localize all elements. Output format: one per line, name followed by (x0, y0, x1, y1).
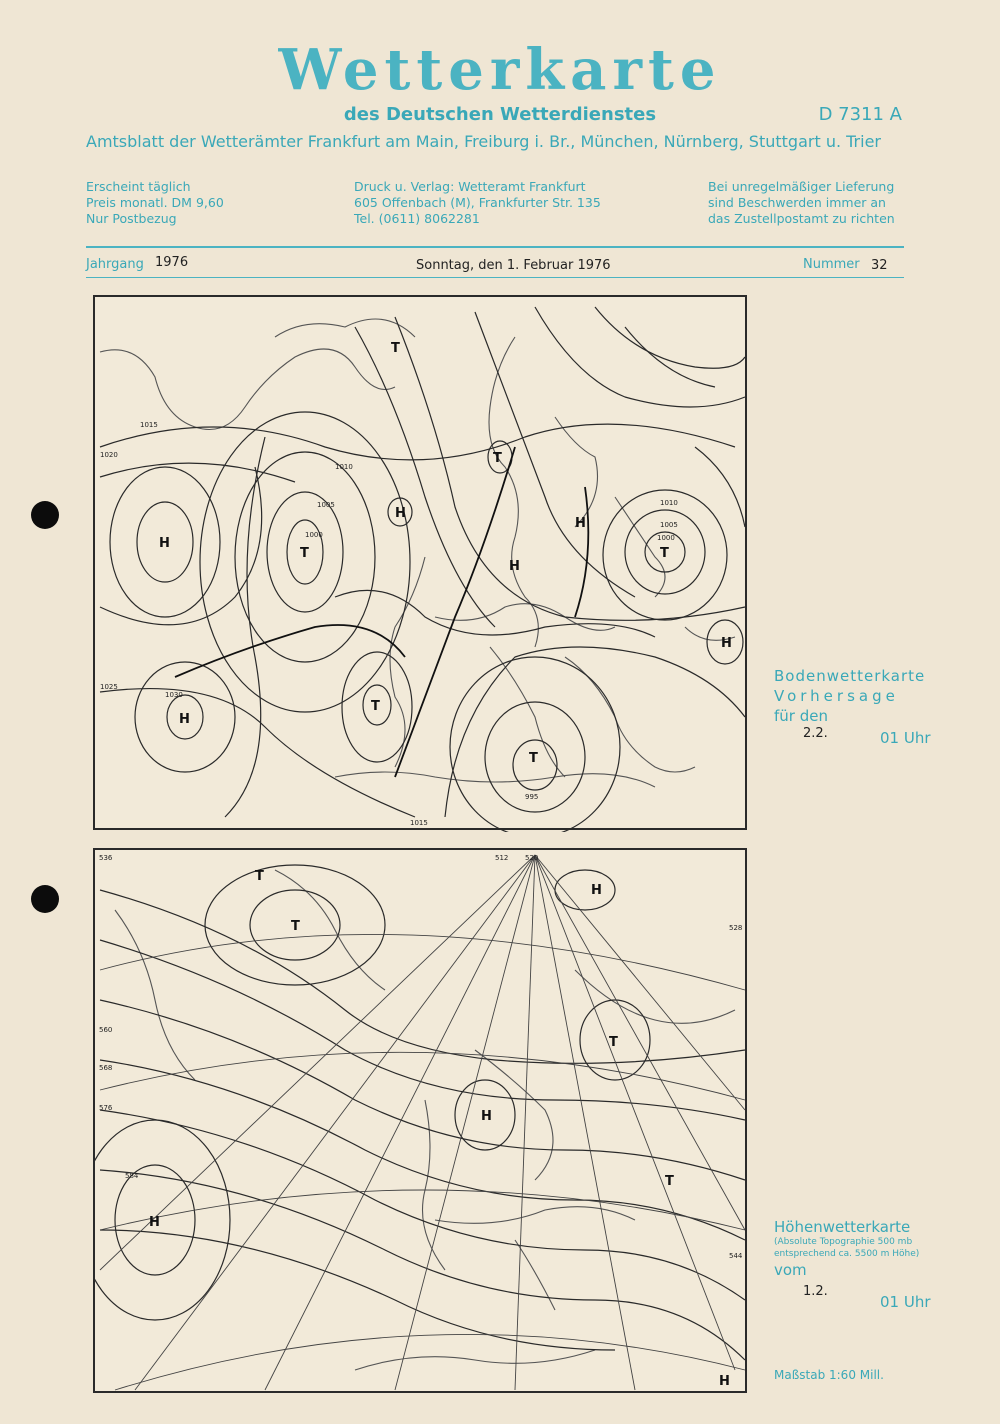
surface-map-drawing (95, 297, 749, 832)
upper-map-date: 1.2. (803, 1284, 828, 1299)
high-center-label: H (719, 1374, 730, 1389)
low-center-label: T (391, 341, 400, 356)
pressure-centers (149, 869, 730, 1389)
contour-value: 568 (99, 1064, 113, 1072)
high-center-label: H (591, 883, 602, 898)
contour-value: 544 (729, 1252, 743, 1260)
isobar-value: 1010 (660, 499, 678, 507)
coastlines (115, 870, 735, 1370)
high-center-label: H (149, 1215, 160, 1230)
caption-line: für den (774, 707, 828, 725)
isobar-value: 1000 (305, 531, 323, 539)
high-center-label: H (395, 506, 406, 521)
caption-line: (Absolute Topographie 500 mb (774, 1237, 913, 1247)
isobar-value: 1010 (335, 463, 353, 471)
pressure-centers (159, 341, 732, 766)
surface-map-date: 2.2. (803, 726, 828, 741)
height-contours (95, 865, 745, 1360)
contour-value: 520 (525, 854, 539, 862)
high-center-label: H (509, 559, 520, 574)
graticule (100, 855, 745, 1390)
upper-map-drawing (95, 850, 749, 1395)
low-center-label: T (493, 451, 502, 466)
amtsblatt-line: Amtsblatt der Wetterämter Frankfurt am Main, Freiburg i. Br., München, Nürnberg, Stuttgart u. Trier (86, 132, 881, 151)
map-scale: Maßstab 1:60 Mill. (774, 1368, 884, 1382)
low-center-label: T (291, 919, 300, 934)
complaint-info: Bei unregelmäßiger Lieferung sind Beschwerden immer an das Zustellpostamt zu richten (708, 179, 895, 226)
masthead-title: Wetterkarte (278, 37, 722, 103)
publication-info: Erscheint täglich Preis monatl. DM 9,60 Nur Postbezug (86, 179, 224, 226)
masthead-subtitle: des Deutschen Wetterdienstes (343, 104, 657, 125)
isobar-value: 1015 (410, 819, 428, 827)
high-center-label: H (179, 712, 190, 727)
contour-value: 512 (495, 854, 509, 862)
upper-map-caption (774, 1218, 919, 1280)
isobar-value: 1030 (165, 691, 183, 699)
isobar-value: 1000 (657, 534, 675, 542)
fronts (175, 447, 588, 777)
isobar-value: 1020 (100, 451, 118, 459)
low-center-label: T (609, 1035, 618, 1050)
isobar-value: 995 (525, 793, 539, 801)
isobar-value: 1025 (100, 683, 118, 691)
surface-map-caption (774, 666, 925, 726)
low-center-label: T (529, 751, 538, 766)
low-center-label: T (371, 699, 380, 714)
punch-hole-bottom (31, 885, 59, 913)
issue-date: Sonntag, den 1. Februar 1976 (416, 258, 611, 273)
document-number: D 7311 A (818, 104, 902, 125)
low-center-label: T (665, 1174, 674, 1189)
header-rule-top (86, 246, 904, 248)
caption-line: Höhenwetterkarte (774, 1218, 911, 1236)
isobar-value: 1015 (140, 421, 158, 429)
caption-line: entsprechend ca. 5500 m Höhe) (774, 1249, 920, 1259)
high-center-label: H (575, 516, 586, 531)
contour-value: 528 (729, 924, 743, 932)
low-center-label: T (255, 869, 264, 884)
publisher-info: Druck u. Verlag: Wetteramt Frankfurt 605 Offenbach (M), Frankfurter Str. 135 Tel. (0611) 8062281 (354, 179, 601, 226)
contour-value: 576 (99, 1104, 113, 1112)
nummer-label: Nummer (803, 257, 860, 272)
low-center-label: T (660, 546, 669, 561)
caption-line: Vorhersage (774, 687, 899, 705)
jahrgang-value: 1976 (155, 255, 189, 270)
nummer-value: 32 (871, 258, 888, 273)
surface-weather-map (93, 295, 747, 830)
contour-value: 584 (125, 1172, 139, 1180)
jahrgang-label: Jahrgang (86, 257, 144, 272)
isobar-value: 1005 (660, 521, 678, 529)
caption-line: vom (774, 1261, 807, 1279)
isobar-value: 1005 (317, 501, 335, 509)
contour-value: 560 (99, 1026, 113, 1034)
header-rule-bottom (86, 277, 904, 278)
punch-hole-top (31, 501, 59, 529)
high-center-label: H (721, 636, 732, 651)
low-center-label: T (300, 546, 309, 561)
caption-line: Bodenwetterkarte (774, 667, 926, 685)
upper-map-time: 01 Uhr (880, 1293, 931, 1311)
high-center-label: H (159, 536, 170, 551)
contour-value: 536 (99, 854, 113, 862)
high-center-label: H (481, 1109, 492, 1124)
surface-map-time: 01 Uhr (880, 729, 931, 747)
upper-air-map (93, 848, 747, 1393)
isobars (100, 307, 745, 832)
